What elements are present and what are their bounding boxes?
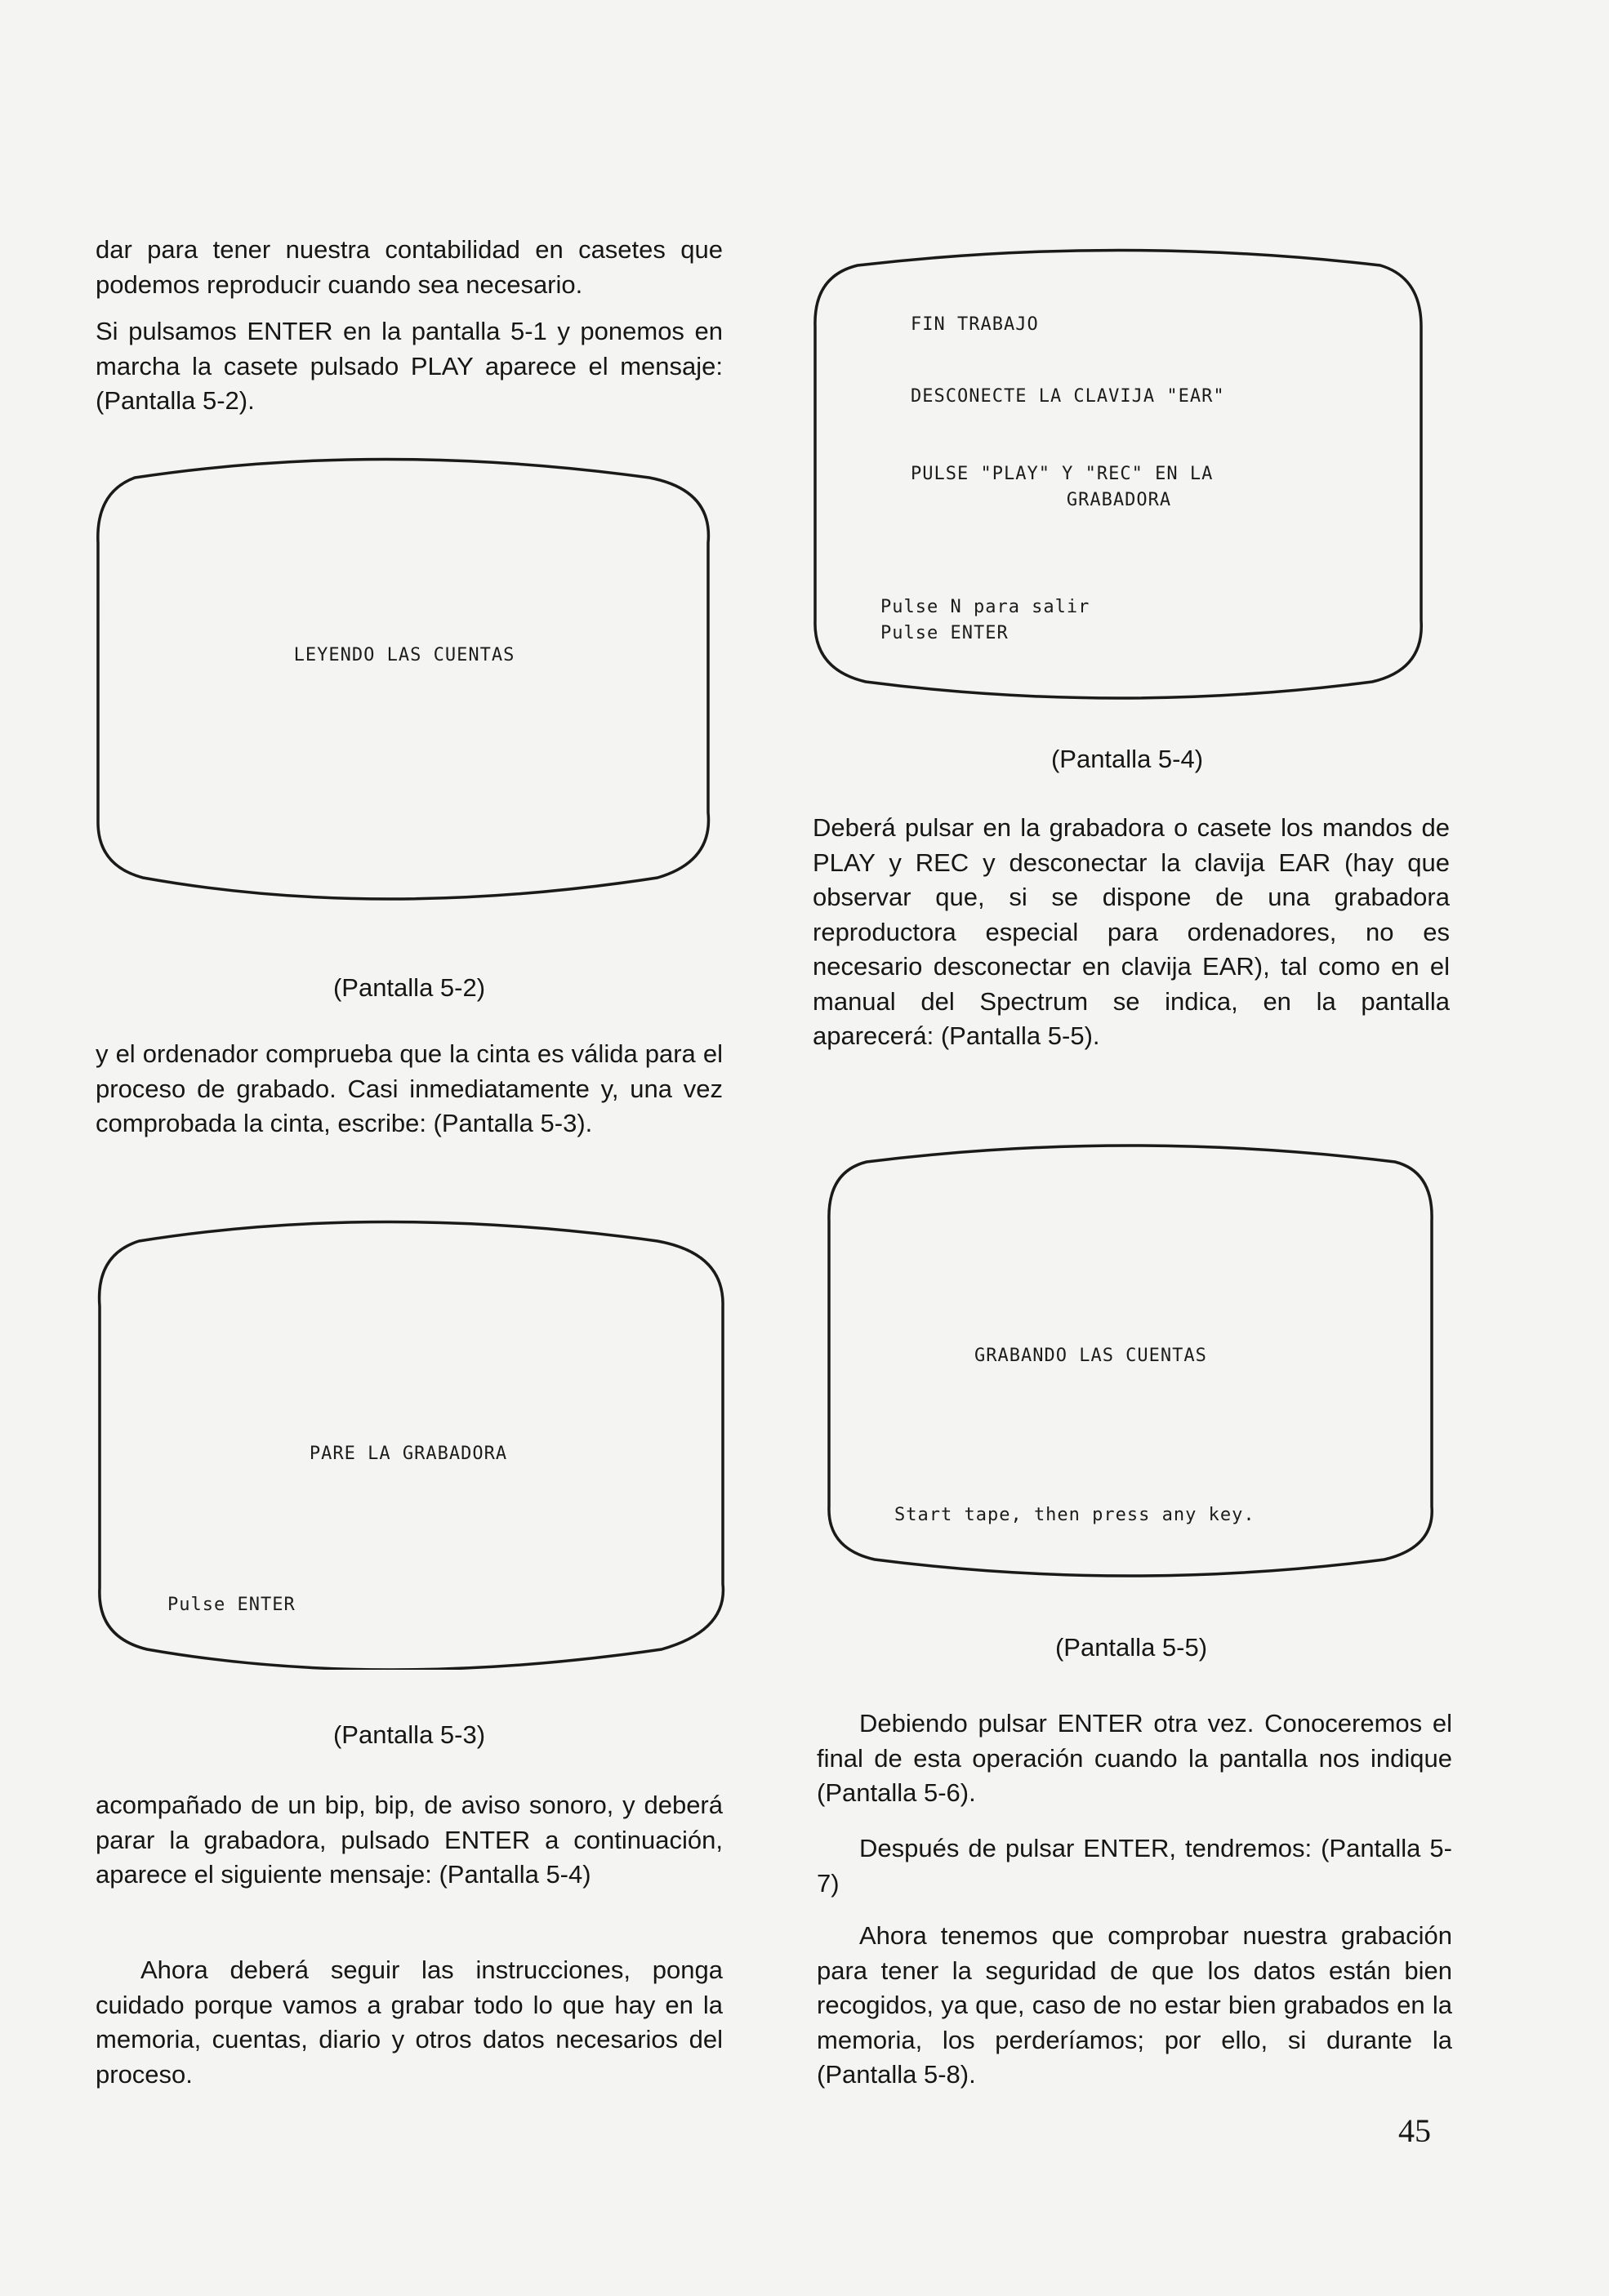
- caption-5-5: (Pantalla 5-5): [1054, 1633, 1208, 1662]
- right-paragraph-3: Después de pulsar ENTER, tendremos: (Pantalla 5-7): [817, 1834, 1452, 1898]
- right-paragraph-4: Ahora tenemos que comprobar nuestra grabación para tener la seguridad de que los datos están bien recogidos, ya que, caso de no estar bien grabados en la memoria, los perderíamos; por ello, si durante la (Pantalla 5-8).: [817, 1921, 1452, 2089]
- caption-5-3: (Pantalla 5-3): [332, 1720, 486, 1749]
- screen-5-5: [819, 1139, 1440, 1580]
- screen-5-2-text: LEYENDO LAS CUENTAS: [293, 645, 515, 665]
- screen-5-4-line4: Pulse N para salir: [880, 597, 1090, 617]
- caption-5-2: (Pantalla 5-2): [332, 973, 486, 1002]
- left-paragraph-4: acompañado de un bip, bip, de aviso sonoro, y deberá parar la grabadora, pulsado ENTER a continuación, aparece el siguiente mensaje: (Pantalla 5-4): [96, 1791, 723, 1889]
- screen-5-5-line1: GRABANDO LAS CUENTAS: [974, 1346, 1207, 1366]
- right-paragraph-2: Debiendo pulsar ENTER otra vez. Conoceremos el final de esta operación cuando la pantalla nos indique (Pantalla 5-6).: [817, 1709, 1452, 1807]
- left-paragraph-2: Si pulsamos ENTER en la pantalla 5-1 y ponemos en marcha la casete pulsado PLAY aparece el mensaje: (Pantalla 5-2).: [96, 317, 723, 415]
- screen-5-4-line2: DESCONECTE LA CLAVIJA "EAR": [911, 386, 1225, 407]
- screen-5-4-line3a: PULSE "PLAY" Y "REC" EN LA: [911, 464, 1214, 484]
- screen-5-3: [86, 1213, 731, 1670]
- screen-5-4-line1: FIN TRABAJO: [911, 314, 1039, 335]
- right-paragraph-1: Deberá pulsar en la grabadora o casete los mandos de PLAY y REC y desconectar la clavija EAR (hay que observar que, si se dispone de una grabadora reproductora especial para ordenadores, no es necesario desconectar en clavija EAR), tal como en el manual del Spectrum se indica, en la pantalla aparecerá: (Pantalla 5-5).: [813, 813, 1450, 1050]
- left-paragraph-5: Ahora deberá seguir las instrucciones, ponga cuidado porque vamos a grabar todo lo que hay en la memoria, cuentas, diario y otros datos necesarios del proceso.: [96, 1956, 723, 2089]
- screen-5-3-text: PARE LA GRABADORA: [309, 1444, 508, 1464]
- left-paragraph-1: dar para tener nuestra contabilidad en casetes que podemos reproducir cuando sea necesario.: [96, 235, 723, 299]
- page-number: 45: [1398, 2112, 1431, 2149]
- screen-5-4: [809, 245, 1429, 702]
- screen-5-3-prompt: Pulse ENTER: [167, 1595, 296, 1615]
- left-paragraph-3: y el ordenador comprueba que la cinta es válida para el proceso de grabado. Casi inmediatamente y, una vez comprobada la cinta, escribe: (Pantalla 5-3).: [96, 1039, 723, 1137]
- screen-5-4-line5: Pulse ENTER: [880, 623, 1009, 643]
- screen-5-4-line3b: GRABADORA: [1066, 490, 1172, 510]
- screen-5-2: [86, 453, 723, 902]
- screen-5-5-line2: Start tape, then press any key.: [894, 1505, 1255, 1525]
- caption-5-4: (Pantalla 5-4): [1050, 745, 1204, 773]
